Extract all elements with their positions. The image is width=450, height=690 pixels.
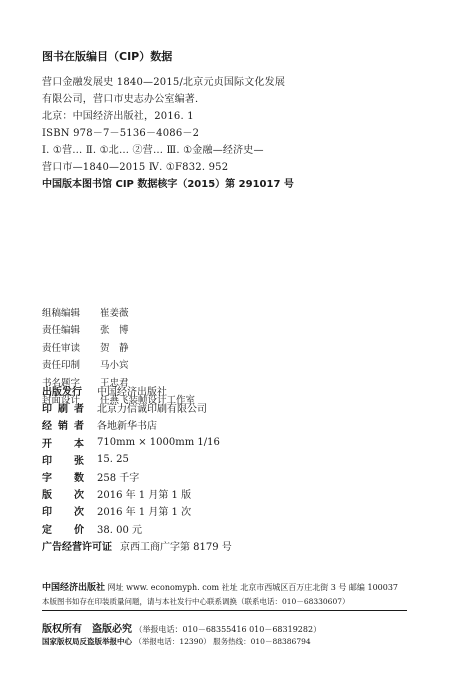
publication-value: 710mm × 1000mm 1/16 (97, 436, 220, 448)
credit-name: 马小宾 (100, 360, 129, 372)
cip-heading: 图书在版编目（CIP）数据 (42, 50, 173, 63)
credit-name: 崔姜薇 (100, 307, 129, 319)
publication-info (42, 382, 232, 554)
publication-row (42, 434, 232, 451)
cip-line-1: 营口金融发展史 1840—2015/北京元贞国际文化发展 (42, 77, 286, 88)
press-name: 中国经济出版社 (42, 583, 106, 593)
publication-label: 印张 (42, 455, 106, 467)
publication-row (42, 416, 232, 433)
publication-value: 各地新华书店 (97, 421, 157, 433)
press-contact: 网址 www. economyph. com 社址 北京市西城区百万庄北街 3 号 邮编 100037 (107, 583, 399, 592)
publication-value: 38. 00 元 (97, 524, 142, 536)
service-tel: 服务热线：010－88386794 (213, 637, 311, 646)
publication-value: 北京力信诚印刷有限公司 (97, 404, 207, 416)
ad-license-row (42, 537, 232, 554)
ad-license-value: 京西工商广字第 8179 号 (120, 541, 232, 553)
publication-value: 2016 年 1 月第 1 版 (97, 490, 192, 502)
cip-line-3: 北京：中国经济出版社，2016. 1 (42, 111, 194, 122)
publication-row (42, 520, 232, 537)
cip-line-2: 有限公司，营口市史志办公室编著． (42, 94, 206, 105)
publication-label: 开本 (42, 438, 106, 450)
press-contact-line (42, 580, 398, 593)
publication-label: 字数 (42, 473, 106, 485)
publication-value: 中国经济出版社 (97, 387, 167, 399)
copyright-tel: （举报电话：010－68355416 010－68319282） (134, 625, 322, 634)
cip-line-4: ISBN 978－7－5136－4086－2 (42, 128, 200, 139)
publication-row (42, 451, 232, 468)
publication-value: 15. 25 (97, 453, 129, 465)
credit-row (42, 356, 195, 374)
antipiracy-tel: （举报电话：12390） (134, 637, 211, 646)
ad-license-label: 广告经营许可证 (42, 541, 112, 553)
antipiracy-org: 国家版权局反盗版举报中心 (42, 637, 132, 646)
quality-note: 本版图书如存在印装质量问题，请与本社发行中心联系调换（联系电话：010－68330607） (42, 597, 350, 606)
publication-label: 版次 (42, 490, 106, 502)
credit-name: 王忠君 (100, 377, 129, 389)
publication-label: 定价 (42, 524, 106, 536)
credit-name: 张 博 (100, 325, 129, 337)
copyright-notice: 版权所有 盗版必究 (42, 624, 132, 635)
publication-label: 印次 (42, 507, 106, 519)
credit-role: 责任编辑 (42, 325, 81, 337)
credit-row (42, 321, 195, 339)
credit-role: 封面设计 (42, 395, 81, 407)
credit-role: 责任审读 (42, 342, 81, 354)
publication-label: 印刷者 (42, 404, 90, 416)
credit-row (42, 338, 195, 356)
cip-line-6: 营口市—1840—2015 Ⅳ. ①F832. 952 (42, 162, 229, 173)
publication-label: 出版发行 (42, 387, 82, 399)
publication-row (42, 382, 232, 399)
credit-role: 组稿编辑 (42, 307, 81, 319)
cip-record-number: 中国版本图书馆 CIP 数据核字（2015）第 291017 号 (42, 179, 294, 190)
credit-row (42, 303, 195, 321)
publication-value: 258 千字 (97, 473, 140, 485)
footer-divider (42, 610, 407, 611)
publication-value: 2016 年 1 月第 1 次 (97, 507, 192, 519)
publication-label: 经销者 (42, 421, 90, 433)
credit-role: 责任印制 (42, 360, 81, 372)
publication-row (42, 485, 232, 502)
credit-name: 任燕飞装帧设计工作室 (100, 395, 196, 407)
credit-name: 贺 静 (100, 342, 129, 354)
publication-row (42, 502, 232, 519)
publication-row (42, 468, 232, 485)
credit-role: 书名题字 (42, 377, 81, 389)
antipiracy-line (42, 636, 311, 647)
copyright-line (42, 620, 321, 635)
publication-row (42, 399, 232, 416)
cip-line-5: Ⅰ. ①营… Ⅱ. ①北… ②营… Ⅲ. ①金融—经济史— (42, 145, 264, 156)
